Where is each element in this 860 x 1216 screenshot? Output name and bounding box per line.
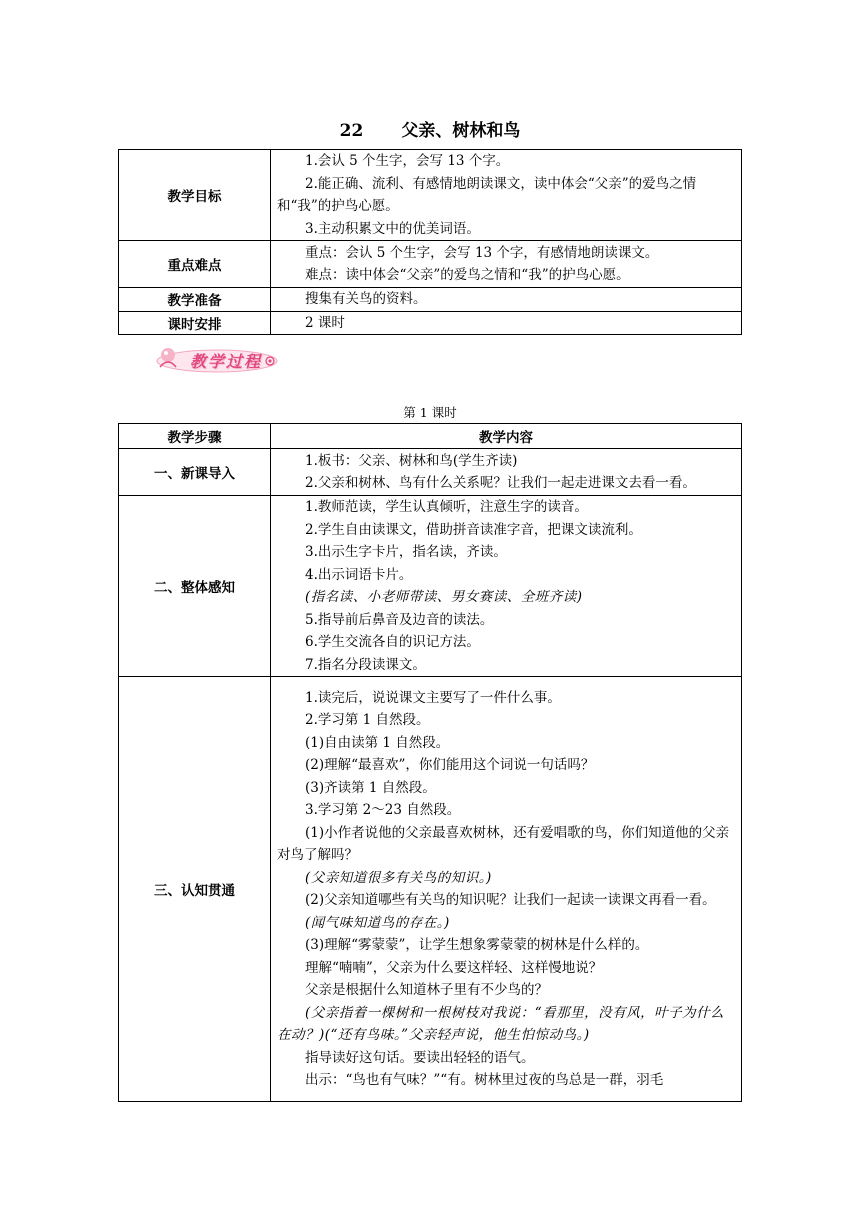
lesson-number: 22: [339, 121, 364, 141]
content-line: (1)小作者说他的父亲最喜欢树林，还有爱唱歌的鸟，你们知道他的父亲对鸟了解吗？: [277, 824, 730, 863]
content-line: 2 课时: [305, 314, 345, 331]
step-label: 一、新课导入: [119, 449, 271, 496]
content-line: (父亲指着一棵树和一根树枝对我说：“看那里，没有风，叶子为什么在动？)(“还有鸟味。”父亲轻声说，他生怕惊动鸟。): [277, 1004, 725, 1043]
section-title: 第 1 课时: [403, 405, 457, 420]
row-label: 课时安排: [119, 311, 271, 335]
step-label: 三、认知贯通: [119, 677, 271, 1102]
content-line: 1.板书：父亲、树林和鸟(学生齐读): [305, 452, 518, 469]
row-label: 教学准备: [119, 288, 271, 312]
row-content: [271, 150, 742, 241]
row-label: 重点难点: [119, 241, 271, 288]
content-line: 3.学习第 2～23 自然段。: [305, 802, 461, 818]
content-line: 6.学生交流各自的识记方法。: [305, 634, 480, 650]
teaching-process-banner: [154, 345, 280, 375]
content-line: 父亲是根据什么知道林子里有不少鸟的？: [305, 982, 548, 998]
content-line: 3.出示生字卡片，指名读，齐读。: [305, 544, 507, 560]
content-line: 重点：会认 5 个生字，会写 13 个字，有感情地朗读课文。: [305, 244, 659, 261]
content-line: 1.会认 5 个生字，会写 13 个字。: [305, 153, 510, 169]
content-line: 2.能正确、流利、有感情地朗读课文，读中体会“父亲”的爱鸟之情和“我”的护鸟心愿。: [277, 175, 697, 214]
content-line: 1.教师范读，学生认真倾听，注意生字的读音。: [305, 499, 588, 515]
content-line: 7.指名分段读课文。: [305, 656, 426, 673]
content-line: (2)父亲知道哪些有关鸟的知识呢？让我们一起读一读课文再看一看。: [305, 892, 716, 908]
content-line: 1.读完后，说说课文主要写了一件什么事。: [305, 689, 561, 706]
content-line: 难点：读中体会“父亲”的爱鸟之情和“我”的护鸟心愿。: [305, 267, 630, 283]
content-line: 指导读好这句话。要读出轻轻的语气。: [305, 1049, 535, 1066]
content-line: (3)齐读第 1 自然段。: [305, 779, 436, 796]
content-line: 5.指导前后鼻音及边音的读法。: [305, 611, 494, 628]
step-label: 二、整体感知: [119, 496, 271, 677]
table-row: [119, 288, 742, 312]
content-line: (指名读、小老师带读、男女赛读、全班齐读): [305, 589, 583, 605]
row-content: [271, 311, 742, 335]
process-table: [118, 423, 742, 1102]
content-line: 出示：“鸟也有气味？”“有。树林里过夜的鸟总是一群，羽毛: [305, 1072, 664, 1088]
step-content: [271, 677, 742, 1102]
step-content: [271, 449, 742, 496]
column-header-content: 教学内容: [271, 424, 742, 449]
step-content: [271, 496, 742, 677]
lesson-title: [0, 116, 860, 140]
content-line: 2.学习第 1 自然段。: [305, 712, 430, 728]
row-content: [271, 241, 742, 288]
content-line: 理解“喃喃”，父亲为什么要这样轻、这样慢地说？: [305, 959, 603, 976]
table-row: [119, 677, 742, 1102]
content-line: 搜集有关鸟的资料。: [305, 291, 427, 307]
row-content: [271, 288, 742, 312]
overview-table: [118, 149, 742, 335]
banner-text: 教学过程: [190, 352, 263, 371]
table-row: [119, 311, 742, 335]
column-header-step: 教学步骤: [119, 424, 271, 449]
content-line: 2.学生自由读课文，借助拼音读准字音，把课文读流利。: [305, 521, 642, 538]
content-line: 3.主动积累文中的优美词语。: [305, 220, 480, 237]
content-line: (3)理解“雾蒙蒙”，让学生想象雾蒙蒙的树林是什么样的。: [305, 937, 649, 953]
table-row: [119, 449, 742, 496]
content-line: (2)理解“最喜欢”，你们能用这个词说一句话吗？: [305, 757, 595, 773]
content-line: (闻气味知道鸟的存在。): [305, 914, 450, 931]
table-row: [119, 150, 742, 241]
content-line: (1)自由读第 1 自然段。: [305, 734, 450, 751]
table-row: [119, 241, 742, 288]
content-line: (父亲知道很多有关鸟的知识。): [305, 869, 492, 886]
row-label: 教学目标: [119, 150, 271, 241]
content-line: 2.父亲和树林、鸟有什么关系呢？让我们一起走进课文去看一看。: [305, 475, 696, 491]
table-row: [119, 496, 742, 677]
table-header-row: [119, 424, 742, 449]
content-line: 4.出示词语卡片。: [305, 566, 413, 583]
lesson-name: 父亲、树林和鸟: [401, 121, 521, 141]
